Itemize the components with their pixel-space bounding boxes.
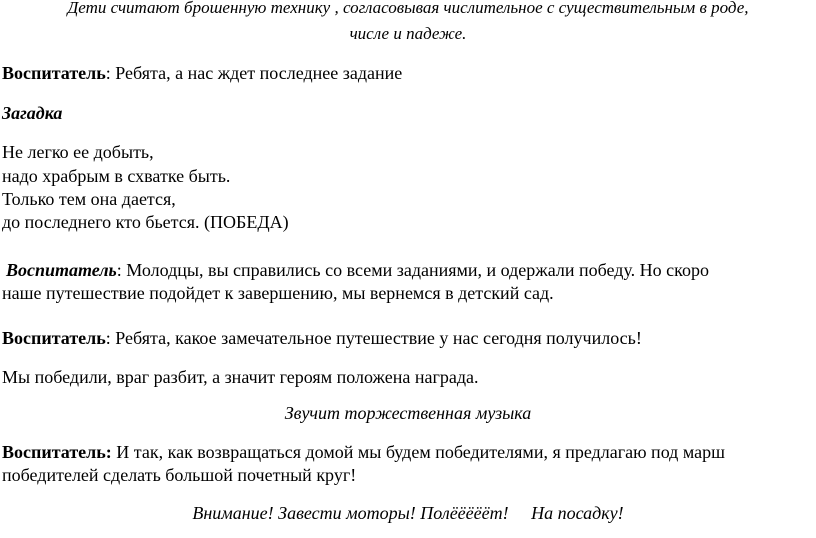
paragraph-3 — [2, 328, 642, 349]
paragraph-5-line-2: победителей сделать большой почетный круг! — [2, 465, 357, 485]
paragraph-1 — [2, 63, 402, 84]
paragraph-4: Мы победили, враг разбит, а значит героям положена награда. — [2, 367, 479, 387]
paragraph-2-line-1 — [6, 260, 709, 281]
riddle-line: Не легко ее добыть, — [2, 142, 154, 162]
paragraph-text: И так, как возвращаться домой мы будем победителями, я предлагаю под марш — [111, 442, 725, 462]
intro-line-2: числе и падеже. — [349, 24, 467, 43]
paragraph-text: : Ребята, какое замечательное путешествие у нас сегодня получилось! — [105, 328, 642, 348]
intro-line-1: Дети считают брошенную технику , согласовывая числительное с существительным в роде, — [67, 0, 749, 17]
speaker-label: Воспитатель — [2, 328, 106, 348]
paragraph-5-line-1 — [2, 442, 725, 463]
riddle-line: до последнего кто бьется. (ПОБЕДА) — [2, 212, 289, 232]
final-announcement: Внимание! Завести моторы! Полёёёёёт! На посадку! — [192, 503, 624, 523]
riddle-line: надо храбрым в схватке быть. — [2, 166, 231, 186]
music-cue: Звучит торжественная музыка — [284, 403, 532, 423]
speaker-label: Воспитатель — [2, 63, 106, 83]
paragraph-text: : Молодцы, вы справились со всеми заданиями, и одержали победу. Но скоро — [116, 260, 709, 280]
speaker-label: Воспитатель — [6, 260, 117, 280]
speaker-label: Воспитатель: — [2, 442, 112, 462]
paragraph-2-line-2: наше путешествие подойдет к завершению, мы вернемся в детский сад. — [2, 283, 554, 303]
riddle-title: Загадка — [2, 103, 63, 123]
riddle-line: Только тем она дается, — [2, 189, 176, 209]
paragraph-text: : Ребята, а нас ждет последнее задание — [105, 63, 403, 83]
